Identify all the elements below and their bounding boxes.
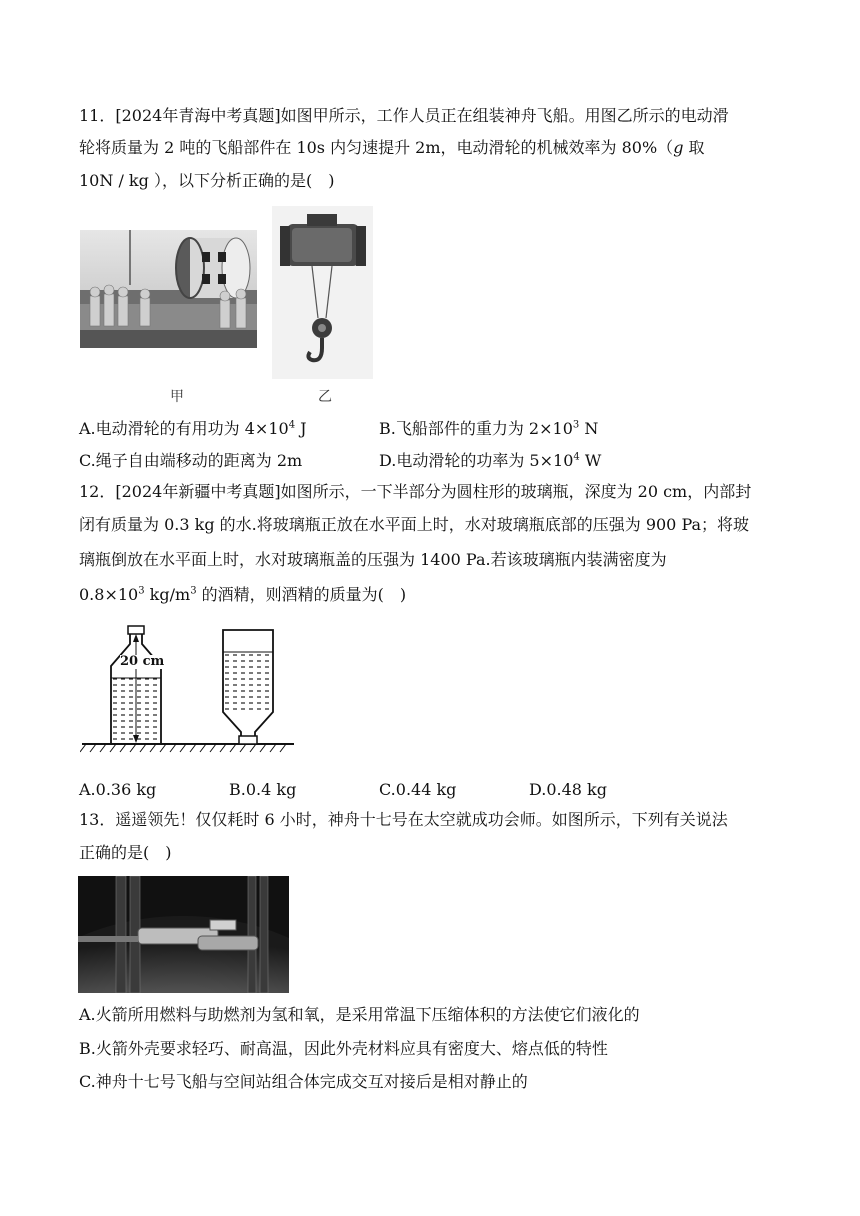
q12-line-4-exp-2: 3	[190, 585, 197, 597]
q11-line-3: 10N / kg ），以下分析正确的是( )	[79, 171, 335, 190]
q11-option-a-exp: 4	[288, 419, 296, 431]
q11-option-b-exp: 3	[572, 419, 580, 431]
q12-depth-label: 20 cm	[120, 654, 165, 669]
q12-line-4-text: 0.8×10	[79, 585, 139, 604]
q11-line-2	[79, 138, 705, 158]
q12-line-4-unit: kg/m	[144, 585, 191, 604]
q11-line-2-end: 取	[683, 138, 705, 157]
q11-g-symbol: g	[673, 138, 684, 157]
q11-caption-jia: 甲	[170, 389, 184, 405]
q13-line-1: 13．遥遥领先！仅仅耗时 6 小时，神舟十七号在太空就成功会师。如图所示，下列有关说法	[79, 810, 728, 829]
q11-line-1: 11．[2024年青海中考真题]如图甲所示，工作人员正在组装神舟飞船。用图乙所示的电动滑	[79, 106, 729, 125]
q11-option-d	[379, 451, 601, 471]
q11-figure-jia-photo	[80, 230, 257, 348]
q12-option-a: A.0.36 kg	[79, 780, 157, 799]
q12-line-1: 12．[2024年新疆中考真题]如图所示，一下半部分为圆柱形的玻璃瓶，深度为 20 cm，内部封	[79, 482, 752, 501]
q11-option-b-unit: N	[579, 419, 599, 438]
q12-option-c: C.0.44 kg	[379, 780, 457, 799]
q12-option-b: B.0.4 kg	[229, 780, 297, 799]
q11-option-d-exp: 4	[573, 451, 580, 463]
q11-option-d-unit: W	[579, 451, 602, 470]
q11-option-b-text: B.飞船部件的重力为 2×10	[379, 419, 573, 438]
q13-option-a: A.火箭所用燃料与助燃剂为氢和氧，是采用常温下压缩体积的方法使它们液化的	[79, 1005, 640, 1024]
q11-option-a	[79, 419, 307, 439]
q12-line-2: 闭有质量为 0.3 kg 的水.将玻璃瓶正放在水平面上时，水对玻璃瓶底部的压强为 900 Pa；将玻	[79, 515, 750, 534]
q13-line-2: 正确的是( )	[79, 843, 172, 862]
q12-line-4	[79, 585, 406, 605]
q13-option-c: C.神舟十七号飞船与空间站组合体完成交互对接后是相对静止的	[79, 1072, 528, 1091]
q11-line-2-text: 轮将质量为 2 吨的飞船部件在 10s 内匀速提升 2m，电动滑轮的机械效率为 80%（	[79, 138, 674, 157]
q11-option-d-text: D.电动滑轮的功率为 5×10	[379, 451, 574, 470]
q13-option-b: B.火箭外壳要求轻巧、耐高温，因此外壳材料应具有密度大、熔点低的特性	[79, 1039, 608, 1058]
q11-option-c: C.绳子自由端移动的距离为 2m	[79, 451, 303, 470]
q13-figure-space-station	[78, 876, 289, 993]
q12-option-d: D.0.48 kg	[529, 780, 607, 799]
q11-option-b	[379, 419, 598, 439]
q11-option-a-text: A.电动滑轮的有用功为 4×10	[79, 419, 289, 438]
q12-line-4-end: 的酒精，则酒精的质量为( )	[196, 585, 407, 604]
q12-line-3: 璃瓶倒放在水平面上时，水对玻璃瓶盖的压强为 1400 Pa.若该玻璃瓶内装满密度为	[79, 550, 667, 569]
q12-line-4-exp: 3	[138, 585, 145, 597]
q11-caption-yi: 乙	[318, 389, 332, 405]
q11-option-a-unit: J	[295, 419, 307, 438]
q11-figure-yi-hoist	[272, 206, 373, 379]
q12-figure-bottles	[80, 622, 296, 754]
